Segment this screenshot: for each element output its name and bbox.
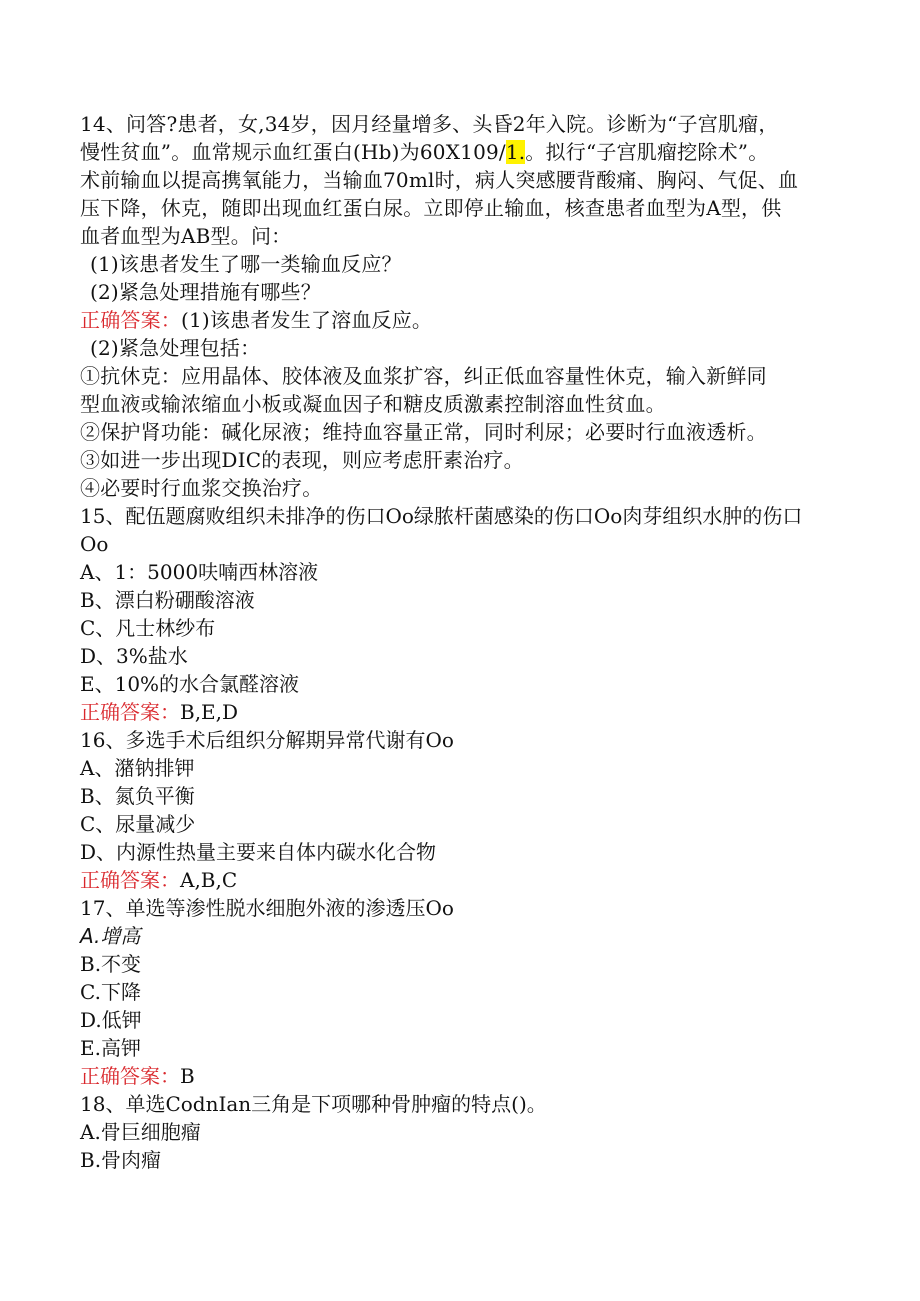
q14-subquestion-1: (1)该患者发生了哪一类输血反应？ <box>90 252 402 276</box>
highlighted-text: 1. <box>505 140 526 164</box>
q17-option-a: A.增高 <box>80 924 141 948</box>
question-14 <box>80 110 840 502</box>
question-17 <box>80 894 840 1090</box>
answer-label: 正确答案： <box>80 1064 180 1088</box>
q17-line-1: 17、单选等渗性脱水细胞外液的渗透压Oo <box>80 896 454 920</box>
q16-option-d: D、内源性热量主要来自体内碳水化合物 <box>80 840 437 864</box>
q16-option-a: A、潴钠排钾 <box>80 756 195 780</box>
q14-answer <box>80 306 840 334</box>
question-15 <box>80 502 840 726</box>
document-content <box>80 110 840 1174</box>
q14-point-3: ③如进一步出现DIC的表现，则应考虑肝素治疗。 <box>80 448 524 472</box>
q14-point-1a: ①抗休克：应用晶体、胶体液及血浆扩容，纠正低血容量性休克，输入新鲜同 <box>80 364 767 388</box>
q18-option-a: A.骨巨细胞瘤 <box>80 1120 201 1144</box>
q17-answer-value: B <box>180 1064 195 1088</box>
q15-option-e: E、10%的水合氯醛溶液 <box>80 672 300 696</box>
q17-option-c: C.下降 <box>80 980 141 1004</box>
q18-line-1: 18、单选CodnIan三角是下项哪种骨肿瘤的特点()。 <box>80 1092 547 1116</box>
q17-option-b: B.不变 <box>80 952 142 976</box>
q16-line-1: 16、多选手术后组织分解期异常代谢有Oo <box>80 728 454 752</box>
q15-option-b: B、漂白粉硼酸溶液 <box>80 588 255 612</box>
q14-line-2-pre: 慢性贫血”。血常规示血红蛋白(Hb)为60X109/ <box>80 140 506 164</box>
q15-option-d: D、3%盐水 <box>80 644 188 668</box>
q15-option-c: C、凡士林纱布 <box>80 616 216 640</box>
q14-subquestion-2: (2)紧急处理措施有哪些？ <box>90 280 321 304</box>
q14-line-1: 14、问答?患者，女,34岁，因月经量增多、头昏2年入院。诊断为“子宫肌瘤， <box>80 112 779 136</box>
question-16 <box>80 726 840 894</box>
q14-answer-2: (2)紧急处理包括： <box>90 336 261 360</box>
q14-line-4: 压下降，休克，随即出现血红蛋白尿。立即停止输血，核查患者血型为A型，供 <box>80 196 782 220</box>
q14-line-2-post: 。拟行“子宫肌瘤挖除术”。 <box>525 140 769 164</box>
q14-answer-1: (1)该患者发生了溶血反应。 <box>181 308 433 332</box>
q15-line-2: Oo <box>80 532 109 556</box>
q14-line-3: 术前输血以提高携氧能力，当输血70ml时，病人突感腰背酸痛、胸闷、气促、血 <box>80 168 799 192</box>
q15-line-1: 15、配伍题腐败组织未排净的伤口Oo绿脓杆菌感染的伤口Oo肉芽组织水肿的伤口 <box>80 504 803 528</box>
q14-point-1b: 型血液或输浓缩血小板或凝血因子和糖皮质激素控制溶血性贫血。 <box>80 392 666 416</box>
q16-option-b: B、氮负平衡 <box>80 784 195 808</box>
q18-option-b: B.骨肉瘤 <box>80 1148 162 1172</box>
q16-option-c: C、尿量减少 <box>80 812 196 836</box>
q17-option-d: D.低钾 <box>80 1008 142 1032</box>
question-18 <box>80 1090 840 1174</box>
answer-label: 正确答案： <box>80 868 180 892</box>
q14-point-2: ②保护肾功能：碱化尿液；维持血容量正常，同时利尿；必要时行血液透析。 <box>80 420 767 444</box>
q14-line-5: 血者血型为AB型。问： <box>80 224 292 248</box>
q17-option-e: E.高钾 <box>80 1036 141 1060</box>
q17-answer <box>80 1062 840 1090</box>
q14-point-4: ④必要时行血浆交换治疗。 <box>80 476 323 500</box>
q16-answer-value: A,B,C <box>180 868 238 892</box>
answer-label: 正确答案： <box>80 308 181 332</box>
q15-answer-value: B,E,D <box>180 700 239 724</box>
answer-label: 正确答案： <box>80 700 180 724</box>
q14-line-2 <box>80 138 840 166</box>
q16-answer <box>80 866 840 894</box>
q15-answer <box>80 698 840 726</box>
q15-option-a: A、1：5000呋喃西林溶液 <box>80 560 319 584</box>
